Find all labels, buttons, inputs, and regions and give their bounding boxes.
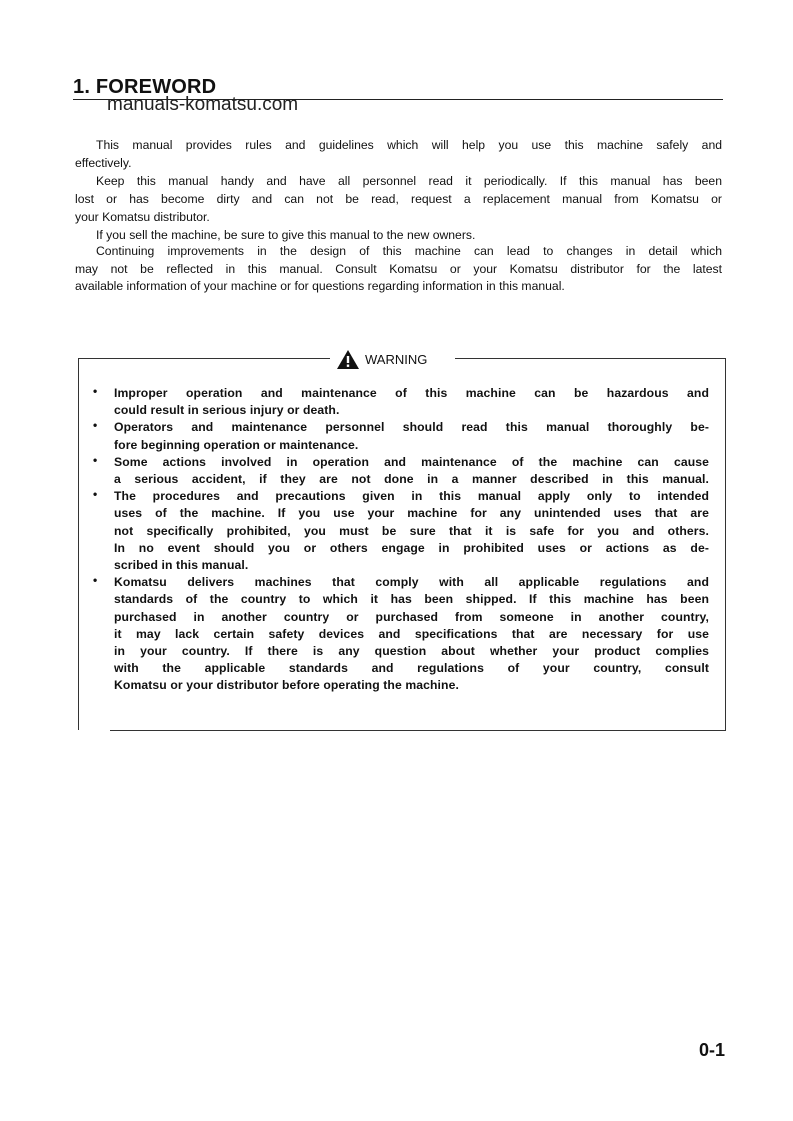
- warning-line: scribed in this manual.: [114, 558, 249, 572]
- watermark: manuals-komatsu.com: [107, 94, 299, 115]
- warning-line: The procedures and precautions given in this manual apply only to intended: [114, 489, 709, 504]
- page-number: 0-1: [699, 1040, 726, 1060]
- bullet-icon: •: [93, 573, 98, 588]
- warning-line: In no event should you or others engage in prohibited uses or actions as de-: [114, 540, 709, 555]
- box-border-bottom: [110, 730, 726, 731]
- box-border-left: [78, 358, 79, 730]
- box-border-right: [725, 358, 726, 730]
- warning-line: uses of the machine. If you use your machine for any unintended uses that are: [114, 506, 709, 521]
- box-border-top-left: [78, 358, 330, 359]
- intro-line: If you sell the machine, be sure to give this manual to the new owners.: [96, 228, 476, 242]
- warning-line: in your country. If there is any question about whether your product complies: [114, 644, 709, 658]
- intro-line: lost or has become dirty and can not be read, request a replacement manual from Komatsu or: [75, 192, 722, 206]
- box-border-top-right: [455, 358, 725, 359]
- warning-line: fore beginning operation or maintenance.: [114, 437, 359, 452]
- warning-line: it may lack certain safety devices and specifications that are necessary for use: [114, 626, 709, 641]
- warning-line: standards of the country to which it has been shipped. If this machine has been: [114, 592, 709, 607]
- bullet-icon: •: [93, 384, 98, 398]
- warning-line: Komatsu or your distributor before operating the machine.: [114, 678, 459, 693]
- warning-header: [337, 350, 427, 369]
- intro-line: effectively.: [75, 156, 132, 170]
- warning-line: not specifically prohibited, you must be sure that it is safe for you and others.: [114, 523, 709, 538]
- bullet-icon: •: [93, 487, 98, 502]
- intro-line: Continuing improvements in the design of this machine can lead to changes in detail which: [96, 244, 722, 258]
- intro-line: Keep this manual handy and have all personnel read it periodically. If this manual has been: [96, 174, 722, 188]
- warning-line: Improper operation and maintenance of this machine can be hazardous and: [114, 386, 709, 400]
- intro-line: may not be reflected in this manual. Consult Komatsu or your Komatsu distributor for the latest: [75, 262, 722, 276]
- warning-label: WARNING: [365, 352, 428, 367]
- warning-line: Komatsu delivers machines that comply with all applicable regulations and: [114, 575, 709, 590]
- warning-line: purchased in another country or purchased from someone in another country,: [114, 609, 709, 624]
- warning-line: could result in serious injury or death.: [114, 403, 340, 418]
- warning-line: Operators and maintenance personnel should read this manual thoroughly be-: [114, 420, 709, 435]
- intro-line: This manual provides rules and guidelines which will help you use this machine safely and: [96, 138, 722, 152]
- intro-line: available information of your machine or for questions regarding information in this manual.: [75, 279, 565, 293]
- bullet-icon: •: [93, 418, 98, 433]
- warning-line: Some actions involved in operation and maintenance of the machine can cause: [114, 454, 709, 469]
- section-heading: 1. FOREWORD: [73, 76, 217, 98]
- warning-line: with the applicable standards and regulations of your country, consult: [114, 661, 709, 676]
- warning-line: a serious accident, if they are not done in a manner described in this manual.: [114, 472, 709, 486]
- warning-triangle-icon: [337, 350, 359, 369]
- intro-line: your Komatsu distributor.: [75, 210, 210, 224]
- bullet-icon: •: [93, 452, 98, 467]
